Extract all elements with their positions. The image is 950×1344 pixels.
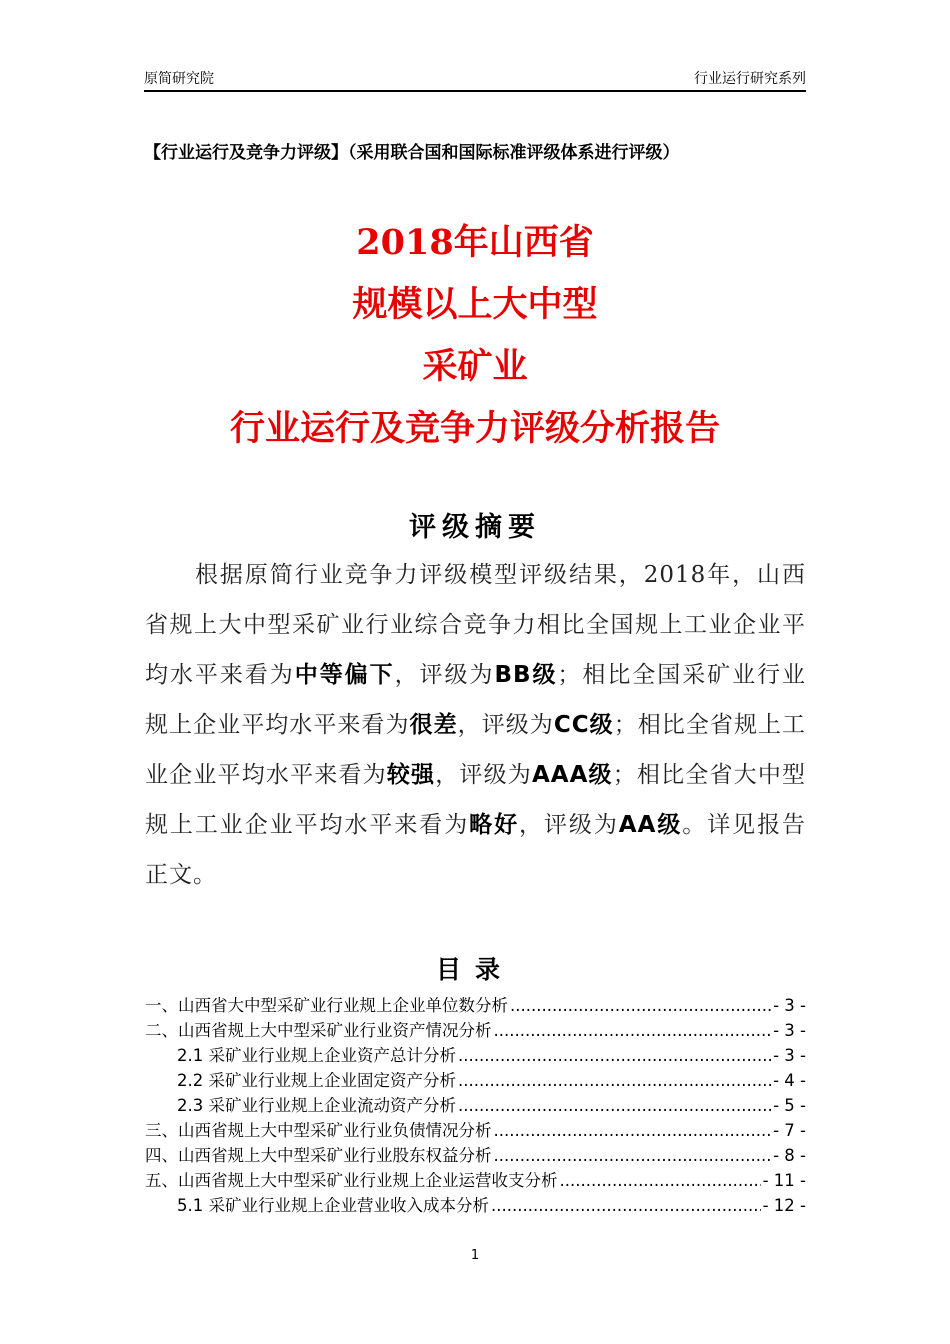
abstract-text: ，评级为 (435, 762, 532, 788)
toc-item[interactable] (145, 1068, 806, 1093)
toc-page: - 7 - (773, 1121, 806, 1140)
title-line: 行业运行及竞争力评级分析报告 (229, 408, 720, 449)
header-series: 行业运行研究系列 (694, 71, 806, 87)
rating-tagline: 【行业运行及竞争力评级】（采用联合国和国际标准评级体系进行评级） (144, 143, 680, 163)
toc-label: 5.1 采矿业行业规上企业营业收入成本分析 (177, 1196, 489, 1215)
toc-page: - 12 - (762, 1196, 806, 1215)
toc-page: - 11 - (762, 1171, 806, 1190)
abstract-text: 。详见报告正文。 (145, 812, 807, 888)
toc-page: - 3 - (773, 996, 806, 1015)
abstract-text: ；相比全省大中型规上工业企业平均水平来看为 (145, 762, 807, 838)
toc-item[interactable] (145, 1118, 806, 1143)
toc-label: 三、山西省规上大中型采矿业行业负债情况分析 (145, 1121, 492, 1140)
toc-heading: 目录 (435, 955, 514, 984)
toc-leader (491, 1193, 761, 1218)
toc-leader (458, 1068, 771, 1093)
toc-item[interactable] (145, 1093, 806, 1118)
toc-leader (458, 1093, 771, 1118)
rating-highlight: 中等偏下 (294, 662, 395, 688)
abstract-text: ；相比全省规上工业企业平均水平来看为 (145, 712, 807, 788)
toc-leader (458, 1043, 771, 1068)
abstract-text: ，评级为 (457, 712, 554, 738)
toc-label: 二、山西省规上大中型采矿业行业资产情况分析 (145, 1021, 492, 1040)
rating-highlight: CC级 (553, 712, 614, 738)
toc-page: - 8 - (773, 1146, 806, 1165)
toc-page: - 5 - (773, 1096, 806, 1115)
page-number: 1 (470, 1248, 480, 1263)
abstract-text: ，评级为 (394, 662, 495, 688)
toc-page: - 3 - (773, 1046, 806, 1065)
toc-label: 2.1 采矿业行业规上企业资产总计分析 (177, 1046, 456, 1065)
page-header (144, 68, 806, 92)
report-title (0, 212, 950, 460)
title-line: 2018年山西省 (356, 222, 594, 263)
table-of-contents (145, 993, 806, 1218)
toc-label: 一、山西省大中型采矿业行业规上企业单位数分析 (145, 996, 508, 1015)
toc-page: - 3 - (773, 1021, 806, 1040)
rating-highlight: AA级 (618, 812, 683, 838)
abstract-text: ；相比全国采矿业行业规上企业平均水平来看为 (145, 662, 807, 738)
toc-label: 四、山西省规上大中型采矿业行业股东权益分析 (145, 1146, 492, 1165)
toc-leader (494, 1143, 772, 1168)
toc-leader (494, 1118, 772, 1143)
rating-highlight: 很差 (409, 712, 458, 738)
rating-highlight: 较强 (386, 762, 436, 788)
toc-label: 2.2 采矿业行业规上企业固定资产分析 (177, 1071, 456, 1090)
rating-highlight: AAA级 (531, 762, 613, 788)
abstract-paragraph (145, 550, 806, 900)
toc-label: 2.3 采矿业行业规上企业流动资产分析 (177, 1096, 456, 1115)
toc-item[interactable] (145, 1193, 806, 1218)
toc-page: - 4 - (773, 1071, 806, 1090)
title-line: 采矿业 (422, 346, 528, 387)
toc-item[interactable] (145, 1043, 806, 1068)
toc-item[interactable] (145, 1018, 806, 1043)
toc-item[interactable] (145, 1143, 806, 1168)
toc-leader (510, 993, 771, 1018)
abstract-heading: 评级摘要 (409, 512, 541, 543)
abstract-text: 根据原简行业竞争力评级模型评级结果，2018年，山西省规上大中型采矿业行业综合竞争力相比全国规上工业企业平均水平来看为 (145, 562, 806, 688)
rating-highlight: BB级 (494, 662, 558, 688)
abstract-text: ，评级为 (519, 812, 619, 838)
rating-highlight: 略好 (469, 812, 520, 838)
toc-label: 五、山西省规上大中型采矿业行业规上企业运营收支分析 (145, 1171, 558, 1190)
toc-leader (494, 1018, 772, 1043)
toc-item[interactable] (145, 1168, 806, 1193)
header-org: 原简研究院 (144, 71, 214, 87)
toc-item[interactable] (145, 993, 806, 1018)
toc-leader (560, 1168, 761, 1193)
title-line: 规模以上大中型 (352, 284, 598, 325)
